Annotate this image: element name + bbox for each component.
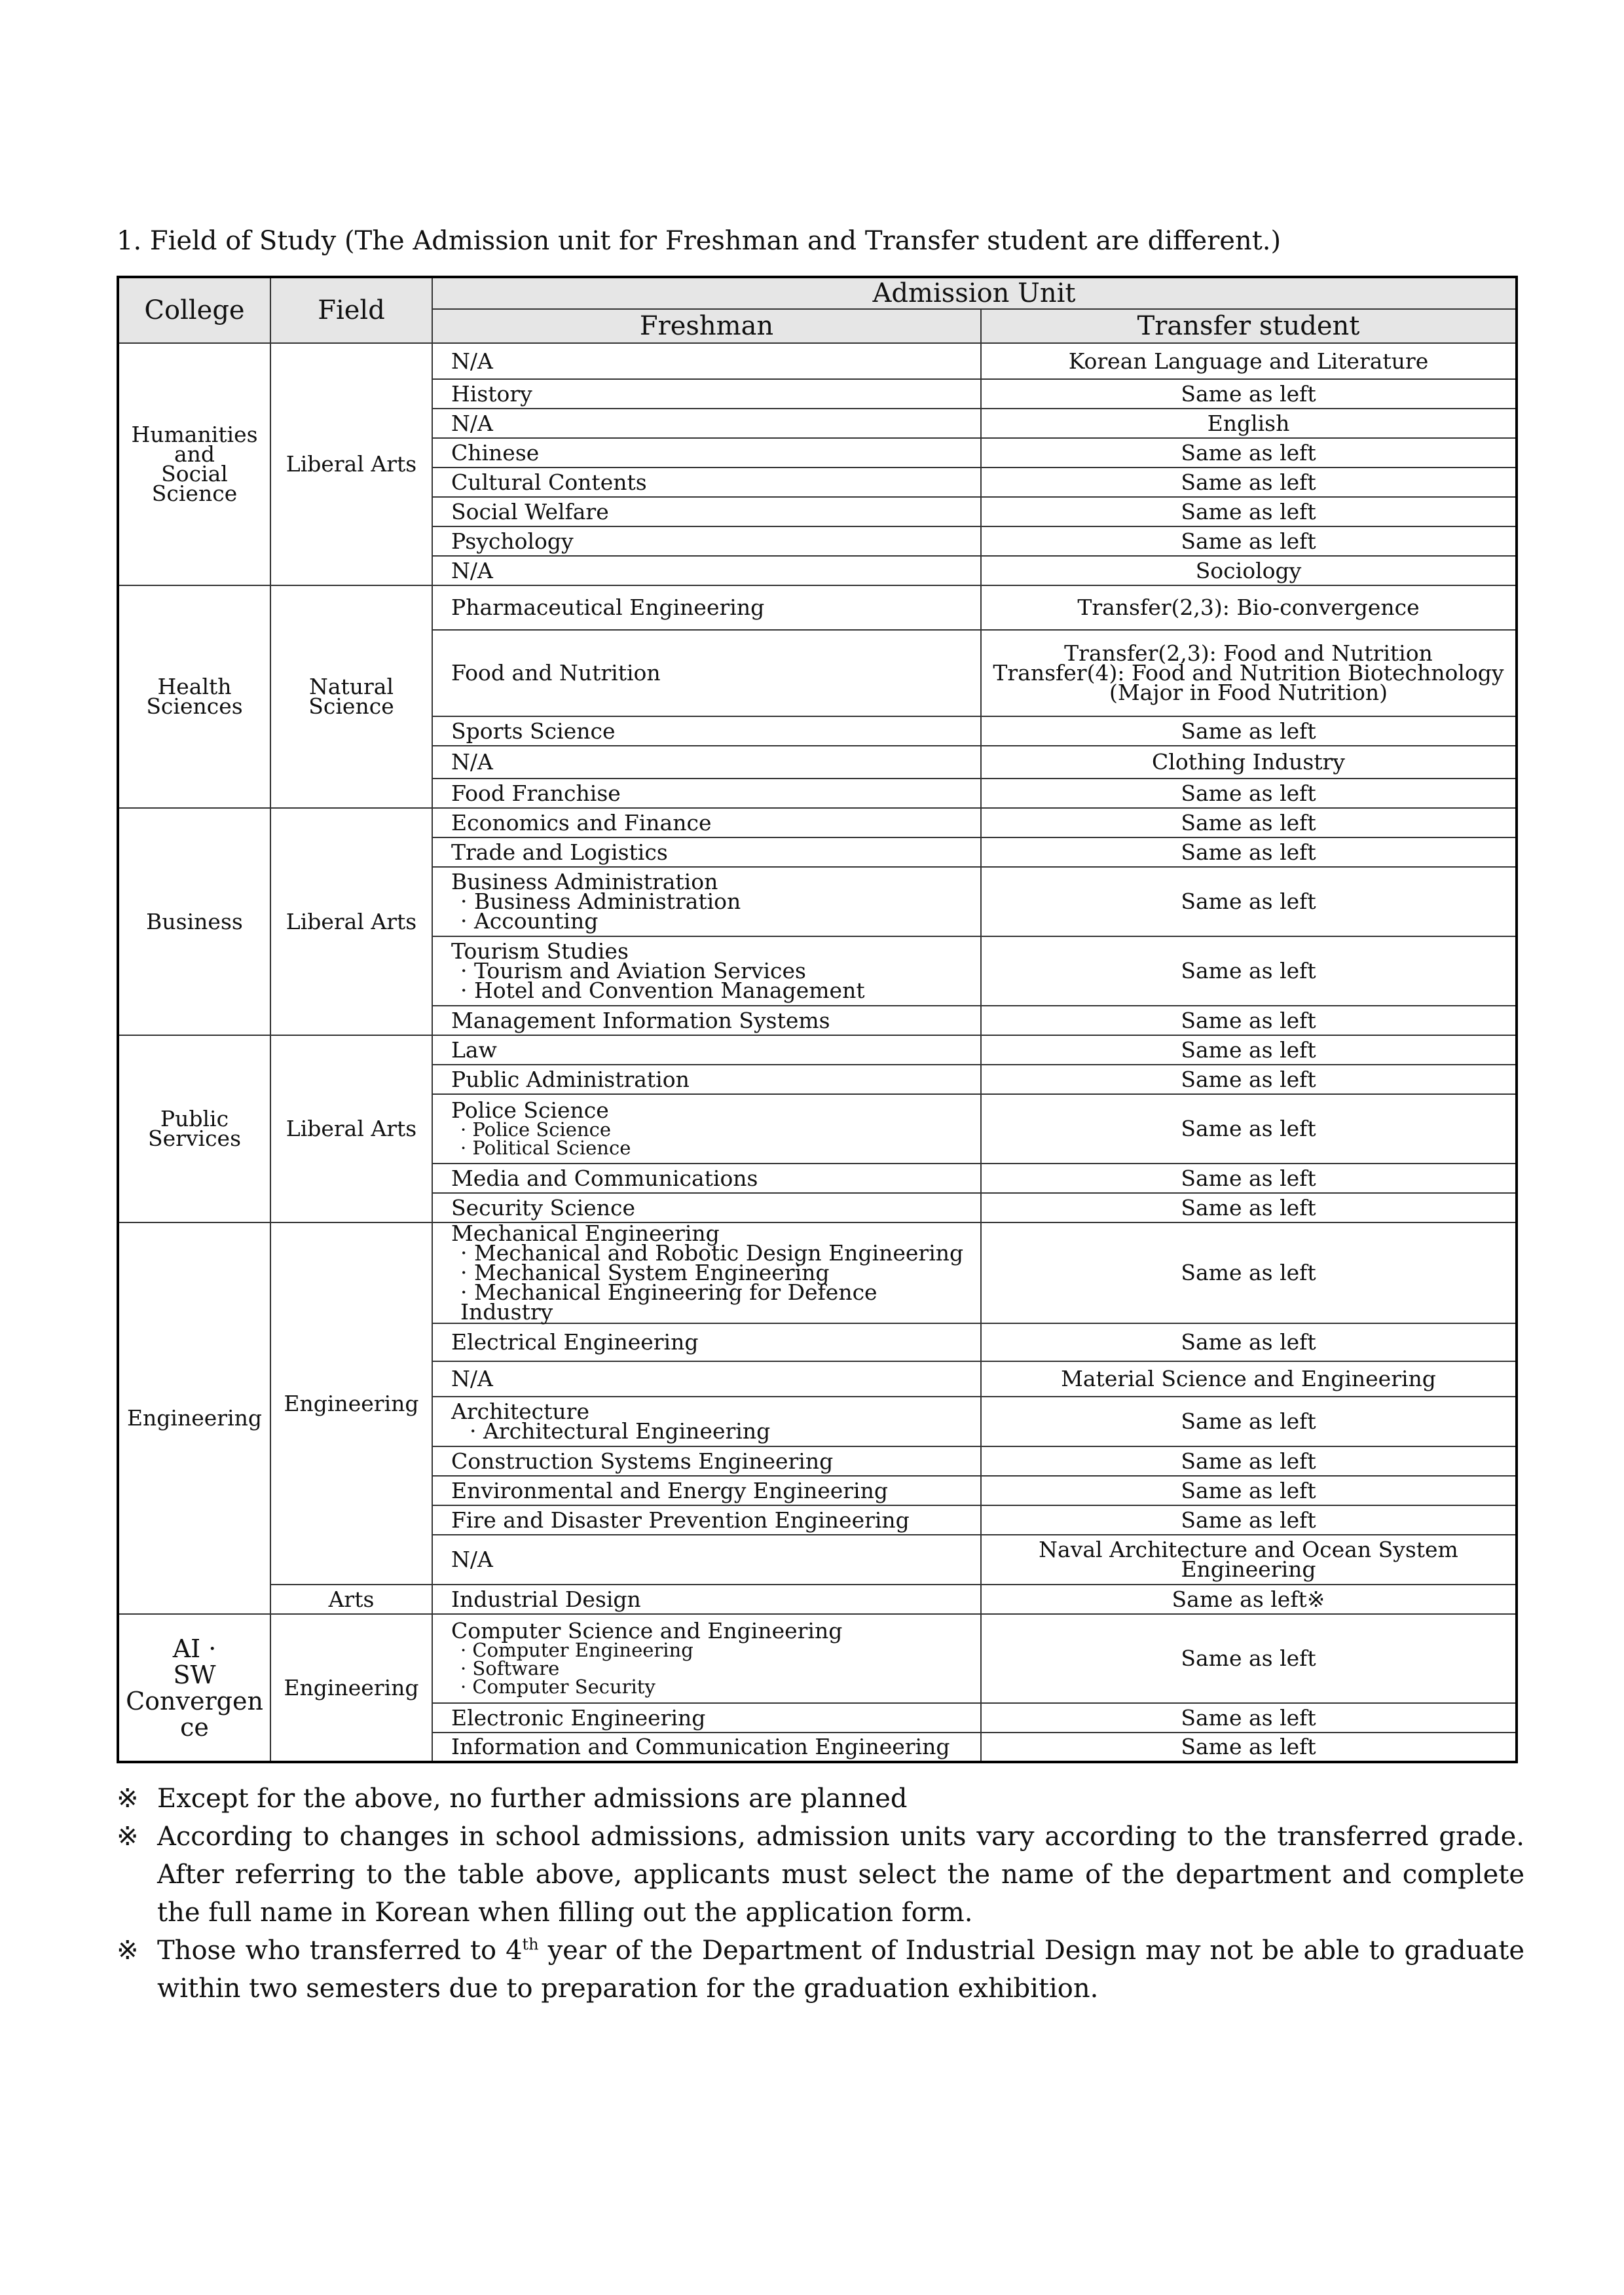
- cell-line: Fire and Disaster Prevention Engineering: [451, 1507, 910, 1533]
- note-2-text: According to changes in school admissions, admission units vary according to the transferred grade. After referring to the table above, applicants must select the name of the department and complete the full name in Korean when filling out the application form.: [157, 1822, 1524, 1928]
- transfer-cell: [981, 497, 1517, 526]
- cell-line: N/A: [451, 557, 493, 583]
- field-cell: Natural Science: [270, 585, 432, 808]
- table-row: [118, 1614, 1517, 1703]
- transfer-cell: [981, 746, 1517, 779]
- cell-line: Industrial Design: [451, 1586, 641, 1612]
- college-name-line: Science: [151, 481, 238, 506]
- table-row: [118, 1222, 1517, 1323]
- cell-line: Electrical Engineering: [451, 1329, 699, 1355]
- freshman-cell: [432, 779, 981, 808]
- note-3-superscript: th: [522, 1935, 539, 1954]
- transfer-cell: [981, 1164, 1517, 1193]
- cell-line: Same as left: [1181, 780, 1316, 806]
- transfer-cell: [981, 1535, 1517, 1585]
- note-mark: ※: [117, 1936, 139, 1966]
- header-admission-unit: Admission Unit: [432, 277, 1517, 309]
- college-name-line: Health: [157, 674, 232, 699]
- cell-line: Korean Language and Literature: [1068, 348, 1429, 374]
- college-name-line: Services: [147, 1126, 242, 1151]
- college-name-line: Public: [160, 1106, 229, 1131]
- college-name-line: AI ·: [172, 1634, 217, 1663]
- freshman-cell: [432, 468, 981, 497]
- cell-line: Same as left: [1181, 1448, 1316, 1474]
- college-cell: [118, 808, 270, 1035]
- transfer-cell: [981, 1703, 1517, 1733]
- sub-item: · Police Science: [460, 1118, 612, 1141]
- field-cell: Engineering: [270, 1222, 432, 1585]
- notes: [117, 1780, 1524, 2008]
- header-row-1: [118, 277, 1517, 309]
- note-1: [117, 1780, 1524, 1818]
- college-name-line: Business: [146, 908, 243, 934]
- field-cell: Liberal Arts: [270, 808, 432, 1035]
- cell-line: N/A: [451, 1366, 493, 1391]
- freshman-cell: [432, 1733, 981, 1762]
- note-mark: ※: [117, 1784, 139, 1814]
- field-of-study-table: [117, 276, 1518, 1763]
- cell-line: Same as left: [1181, 1645, 1316, 1671]
- freshman-cell: [432, 716, 981, 746]
- sub-item: · Mechanical System Engineering: [460, 1260, 830, 1285]
- sub-item: · Accounting: [460, 908, 599, 934]
- freshman-cell: [432, 630, 981, 716]
- transfer-cell: [981, 1614, 1517, 1703]
- transfer-cell: [981, 1397, 1517, 1446]
- field-cell: Engineering: [270, 1614, 432, 1762]
- cell-line: Environmental and Energy Engineering: [451, 1477, 888, 1503]
- table-row: [118, 585, 1517, 630]
- table-body: [118, 343, 1517, 1762]
- college-cell: [118, 585, 270, 808]
- field-cell: Arts: [270, 1585, 432, 1614]
- college-cell: [118, 1222, 270, 1614]
- freshman-cell: [432, 343, 981, 379]
- cell-line: Same as left: [1181, 1165, 1316, 1191]
- cell-line: Food and Nutrition: [451, 660, 661, 686]
- cell-line: Same as left: [1181, 1066, 1316, 1092]
- college-name-line: ce: [180, 1712, 209, 1742]
- cell-line: Computer Science and Engineering: [451, 1618, 843, 1643]
- transfer-cell: [981, 585, 1517, 630]
- table-row: [118, 1585, 1517, 1614]
- cell-line: Economics and Finance: [451, 809, 712, 835]
- freshman-cell: [432, 1476, 981, 1505]
- sub-item: · Hotel and Convention Management: [460, 978, 865, 1003]
- cell-line: Psychology: [451, 528, 574, 554]
- college-name-line: Sciences: [146, 693, 243, 719]
- cell-line: Electronic Engineering: [451, 1704, 706, 1731]
- college-name-line: Social: [161, 461, 228, 487]
- transfer-cell: [981, 837, 1517, 867]
- freshman-cell: [432, 1535, 981, 1585]
- sub-item: · Mechanical Engineering for Defence Industry: [460, 1279, 877, 1325]
- cell-line: Public Administration: [451, 1066, 690, 1092]
- sub-item: · Political Science: [460, 1137, 631, 1159]
- table-row: [118, 1035, 1517, 1065]
- cell-line: Same as left: [1181, 718, 1316, 744]
- freshman-cell: [432, 746, 981, 779]
- college-name-line: SW: [173, 1660, 216, 1689]
- cell-line: Clothing Industry: [1152, 749, 1345, 775]
- transfer-cell: [981, 630, 1517, 716]
- cell-line: Same as left: [1181, 889, 1316, 914]
- freshman-cell: [432, 1006, 981, 1035]
- table-row: [118, 808, 1517, 837]
- cell-line: Same as left: [1181, 380, 1316, 407]
- cell-line: Management Information Systems: [451, 1007, 830, 1033]
- cell-line: Transfer(2,3): Bio-convergence: [1077, 595, 1420, 620]
- cell-line: Same as left: [1181, 1007, 1316, 1033]
- note-2: [117, 1818, 1524, 1932]
- sub-item: · Business Administration: [460, 889, 741, 914]
- college-cell: [118, 1614, 270, 1762]
- cell-line: N/A: [451, 348, 493, 374]
- freshman-cell: [432, 438, 981, 468]
- cell-line: History: [451, 380, 532, 407]
- sub-item: · Computer Engineering: [460, 1639, 693, 1661]
- transfer-cell: [981, 1094, 1517, 1164]
- freshman-cell: [432, 585, 981, 630]
- college-name-line: and: [174, 441, 215, 467]
- college-name-line: Engineering: [126, 1405, 263, 1431]
- cell-line: Pharmaceutical Engineering: [451, 595, 765, 620]
- table-row: [118, 343, 1517, 379]
- cell-line: Transfer(2,3): Food and Nutrition: [1064, 640, 1433, 666]
- cell-line: Same as left: [1181, 1037, 1316, 1063]
- transfer-cell: [981, 1733, 1517, 1762]
- cell-line: Same as left: [1181, 439, 1316, 466]
- cell-line: Media and Communications: [451, 1165, 758, 1191]
- sub-item: · Tourism and Aviation Services: [460, 958, 806, 983]
- sub-item: · Computer Security: [460, 1676, 655, 1698]
- cell-line: Same as left: [1181, 1194, 1316, 1221]
- cell-line: Same as left: [1181, 809, 1316, 835]
- freshman-cell: [432, 1323, 981, 1361]
- freshman-cell: [432, 1094, 981, 1164]
- transfer-cell: [981, 867, 1517, 936]
- cell-line: Sports Science: [451, 718, 616, 744]
- transfer-cell: [981, 343, 1517, 379]
- freshman-cell: [432, 1164, 981, 1193]
- cell-line: Same as left: [1181, 1329, 1316, 1355]
- transfer-cell: [981, 1361, 1517, 1397]
- transfer-cell: [981, 1222, 1517, 1323]
- cell-line: Architecture: [451, 1399, 589, 1424]
- freshman-cell: [432, 409, 981, 438]
- sub-item: · Software: [460, 1657, 560, 1680]
- cell-line: Same as left: [1181, 469, 1316, 495]
- freshman-cell: [432, 837, 981, 867]
- cell-line: Naval Architecture and Ocean System: [1039, 1537, 1458, 1562]
- freshman-cell: [432, 1222, 981, 1323]
- cell-line: Sociology: [1195, 557, 1302, 583]
- freshman-cell: [432, 1505, 981, 1535]
- cell-line: Cultural Contents: [451, 469, 647, 495]
- sub-item: · Mechanical and Robotic Design Engineering: [460, 1240, 964, 1266]
- cell-line: Same as left: [1181, 1408, 1316, 1434]
- cell-line: N/A: [451, 749, 493, 775]
- note-3-text-start: Those who transferred to 4: [157, 1936, 523, 1966]
- freshman-cell: [432, 867, 981, 936]
- header-transfer: Transfer student: [981, 309, 1517, 343]
- cell-line: Trade and Logistics: [451, 839, 668, 865]
- transfer-cell: [981, 438, 1517, 468]
- field-cell: Liberal Arts: [270, 343, 432, 585]
- cell-line: (Major in Food Nutrition): [1109, 680, 1388, 705]
- transfer-cell: [981, 526, 1517, 556]
- cell-line: Food Franchise: [451, 780, 621, 806]
- cell-line: Transfer(4): Food and Nutrition Biotechnology: [993, 660, 1504, 686]
- cell-line: Construction Systems Engineering: [451, 1448, 834, 1474]
- transfer-cell: [981, 1476, 1517, 1505]
- transfer-cell: [981, 716, 1517, 746]
- freshman-cell: [432, 1585, 981, 1614]
- cell-line: Same as left: [1181, 1116, 1316, 1141]
- cell-line: Same as left: [1181, 1507, 1316, 1533]
- freshman-cell: [432, 1065, 981, 1094]
- freshman-cell: [432, 1035, 981, 1065]
- freshman-cell: [432, 526, 981, 556]
- transfer-cell: [981, 779, 1517, 808]
- transfer-cell: [981, 1006, 1517, 1035]
- cell-line: Same as left: [1181, 1734, 1316, 1759]
- freshman-cell: [432, 1193, 981, 1222]
- note-1-text: Except for the above, no further admissions are planned: [157, 1784, 908, 1814]
- cell-line: Mechanical Engineering: [451, 1221, 720, 1246]
- freshman-cell: [432, 1397, 981, 1446]
- cell-line: Security Science: [451, 1194, 636, 1221]
- college-name-line: Convergen: [126, 1686, 263, 1716]
- freshman-cell: [432, 379, 981, 409]
- header-college: College: [118, 277, 270, 343]
- sub-item: · Architectural Engineering: [470, 1418, 771, 1444]
- freshman-cell: [432, 1614, 981, 1703]
- college-cell: [118, 343, 270, 585]
- freshman-cell: [432, 808, 981, 837]
- cell-line: English: [1207, 410, 1290, 436]
- cell-line: N/A: [451, 410, 493, 436]
- transfer-cell: [981, 1585, 1517, 1614]
- transfer-cell: [981, 808, 1517, 837]
- transfer-cell: [981, 468, 1517, 497]
- cell-line: Same as left: [1181, 839, 1316, 865]
- cell-line: Business Administration: [451, 869, 718, 894]
- cell-line: Police Science: [451, 1097, 609, 1123]
- page-heading: 1. Field of Study (The Admission unit for Freshman and Transfer student are different.): [117, 226, 1282, 256]
- transfer-cell: [981, 1505, 1517, 1535]
- note-3: [117, 1932, 1524, 2008]
- college-cell: [118, 1035, 270, 1222]
- cell-line: Same as left: [1181, 1260, 1316, 1285]
- header-freshman: Freshman: [432, 309, 981, 343]
- note-mark: ※: [117, 1822, 139, 1852]
- college-name-line: Humanities: [131, 422, 258, 447]
- cell-line: Same as left: [1181, 958, 1316, 983]
- cell-line: Tourism Studies: [451, 938, 629, 964]
- transfer-cell: [981, 409, 1517, 438]
- cell-line: Social Welfare: [451, 498, 609, 524]
- transfer-cell: [981, 1446, 1517, 1476]
- cell-line: Chinese: [451, 439, 540, 466]
- freshman-cell: [432, 497, 981, 526]
- transfer-cell: [981, 1065, 1517, 1094]
- header-field: Field: [270, 277, 432, 343]
- field-cell: Liberal Arts: [270, 1035, 432, 1222]
- cell-line: Material Science and Engineering: [1061, 1366, 1436, 1391]
- transfer-cell: [981, 936, 1517, 1006]
- freshman-cell: [432, 936, 981, 1006]
- freshman-cell: [432, 556, 981, 585]
- freshman-cell: [432, 1361, 981, 1397]
- transfer-cell: [981, 1323, 1517, 1361]
- freshman-cell: [432, 1446, 981, 1476]
- cell-line: Law: [451, 1037, 497, 1063]
- cell-line: Same as left: [1181, 498, 1316, 524]
- cell-line: Same as left: [1181, 1704, 1316, 1731]
- cell-line: Information and Communication Engineering: [451, 1734, 950, 1759]
- cell-line: Same as left: [1181, 1477, 1316, 1503]
- note-3-text-end: year of the Department of Industrial Design may not be able to graduate within two semesters due to preparation for the graduation exhibition.: [157, 1936, 1524, 2004]
- transfer-cell: [981, 1035, 1517, 1065]
- cell-line: Engineering: [1181, 1556, 1316, 1582]
- transfer-cell: [981, 379, 1517, 409]
- transfer-cell: [981, 556, 1517, 585]
- cell-line: N/A: [451, 1547, 493, 1572]
- cell-line: Same as left: [1181, 528, 1316, 554]
- freshman-cell: [432, 1703, 981, 1733]
- transfer-cell: [981, 1193, 1517, 1222]
- cell-line: Same as left※: [1172, 1586, 1325, 1612]
